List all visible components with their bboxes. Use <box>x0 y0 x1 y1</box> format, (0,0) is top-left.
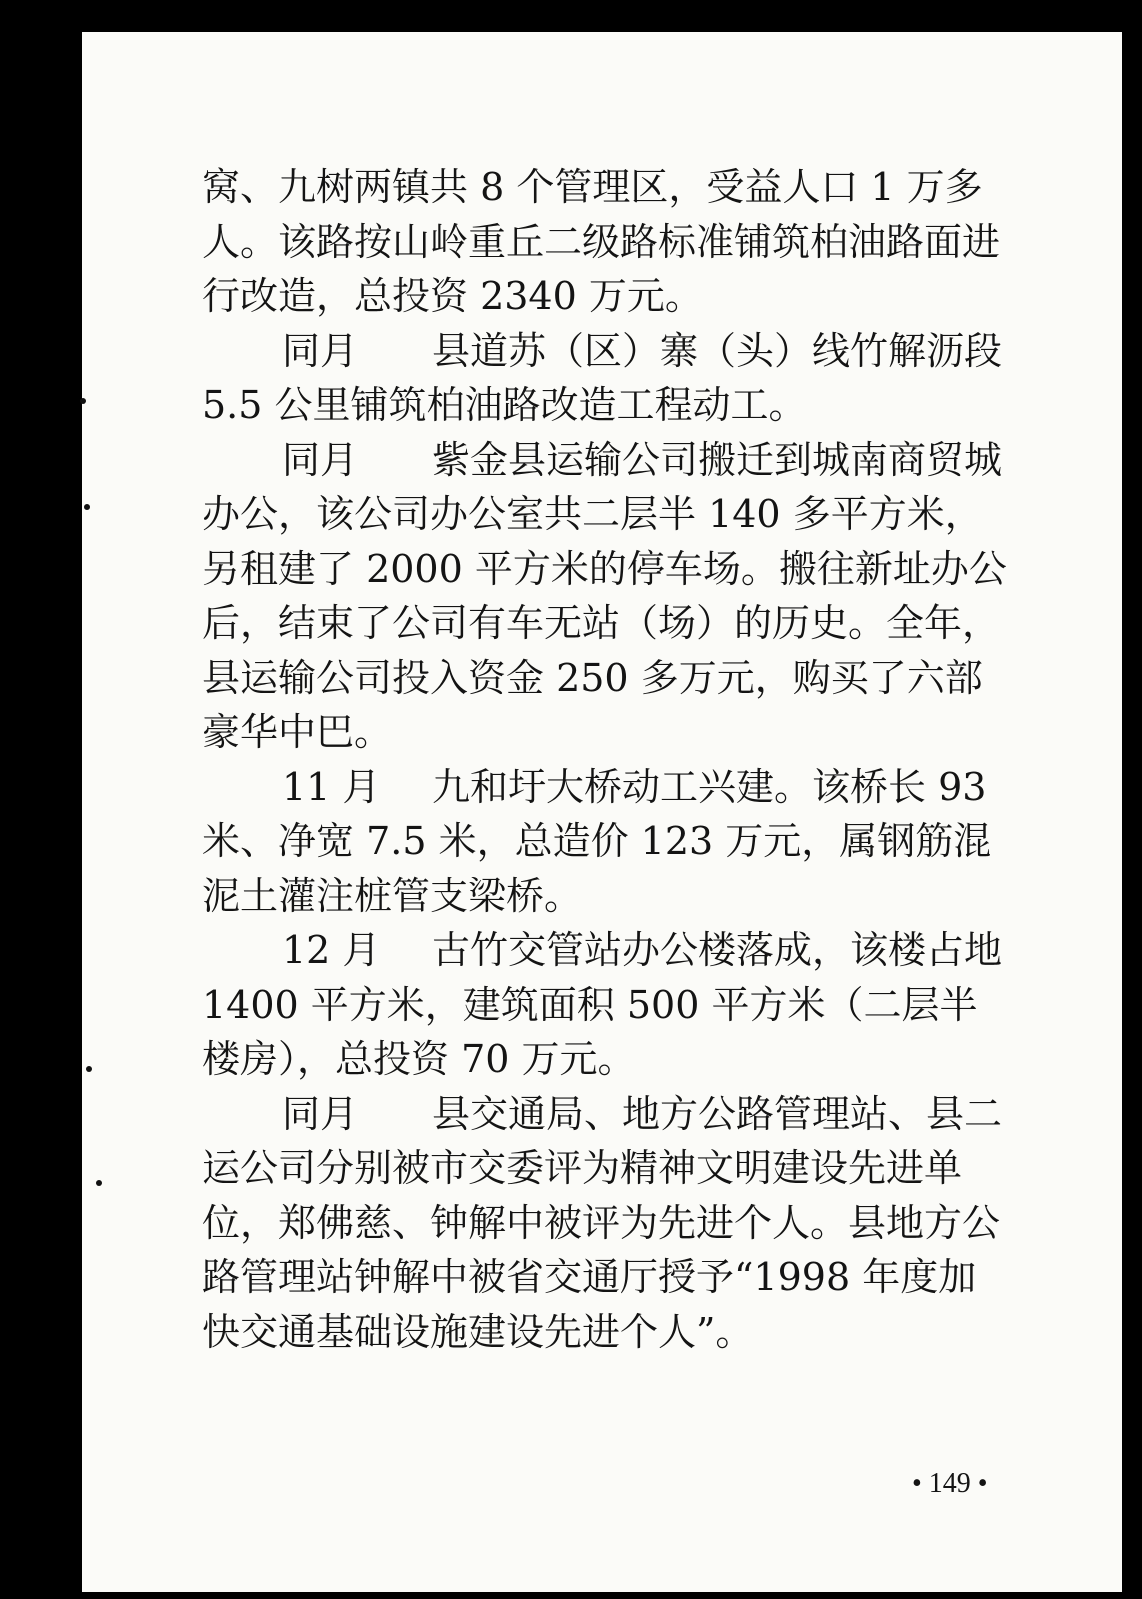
chronicle-entry <box>202 760 1012 924</box>
entry-text: 县道苏（区）寨（头）线竹解沥段 5.5 公里铺筑柏油路改造工程动工。 <box>202 328 1003 427</box>
entry-date: 12 月 <box>282 928 381 972</box>
margin-dot-icon <box>86 1066 92 1072</box>
chronicle-entry <box>202 433 1012 760</box>
entry-text: 县交通局、地方公路管理站、县二运公司分别被市交委评为精神文明建设先进单位，郑佛慈、钟解中被评为先进个人。县地方公路管理站钟解中被省交通厅授予“1998 年度加快交通基础设施建设先进个人”。 <box>202 1091 1003 1354</box>
entry-text: 紫金县运输公司搬迁到城南商贸城办公，该公司办公室共二层半 140 多平方米，另租建了 2000 平方米的停车场。搬往新址办公后，结束了公司有车无站（场）的历史。全年，县运输公司投入资金 250 多万元，购买了六部豪华中巴。 <box>202 437 1007 754</box>
margin-dot-icon <box>96 1180 102 1186</box>
entry-date: 11 月 <box>282 764 381 809</box>
document-page <box>82 32 1122 1592</box>
entry-date: 同月 <box>282 1091 359 1136</box>
page-number: • 149 • <box>912 1468 988 1499</box>
chronicle-entry <box>202 923 1012 1087</box>
margin-dot-icon <box>84 504 90 510</box>
entry-text: 古竹交管站办公楼落成，该楼占地 1400 平方米，建筑面积 500 平方米（二层半楼房），总投资 70 万元。 <box>202 928 1003 1081</box>
entry-date: 同月 <box>282 437 359 482</box>
margin-dot-icon <box>80 398 86 404</box>
chronicle-entry <box>202 1087 1012 1360</box>
chronicle-entry <box>202 324 1012 433</box>
entry-text: 九和圩大桥动工兴建。该桥长 93 米、净宽 7.5 米，总造价 123 万元，属钢筋混泥土灌注桩管支梁桥。 <box>202 764 992 918</box>
continuation-paragraph: 窝、九树两镇共 8 个管理区，受益人口 1 万多人。该路按山岭重丘二级路标准铺筑柏油路面进行改造，总投资 2340 万元。 <box>202 165 1001 318</box>
entry-date: 同月 <box>282 328 359 373</box>
body-text <box>202 160 1012 1359</box>
